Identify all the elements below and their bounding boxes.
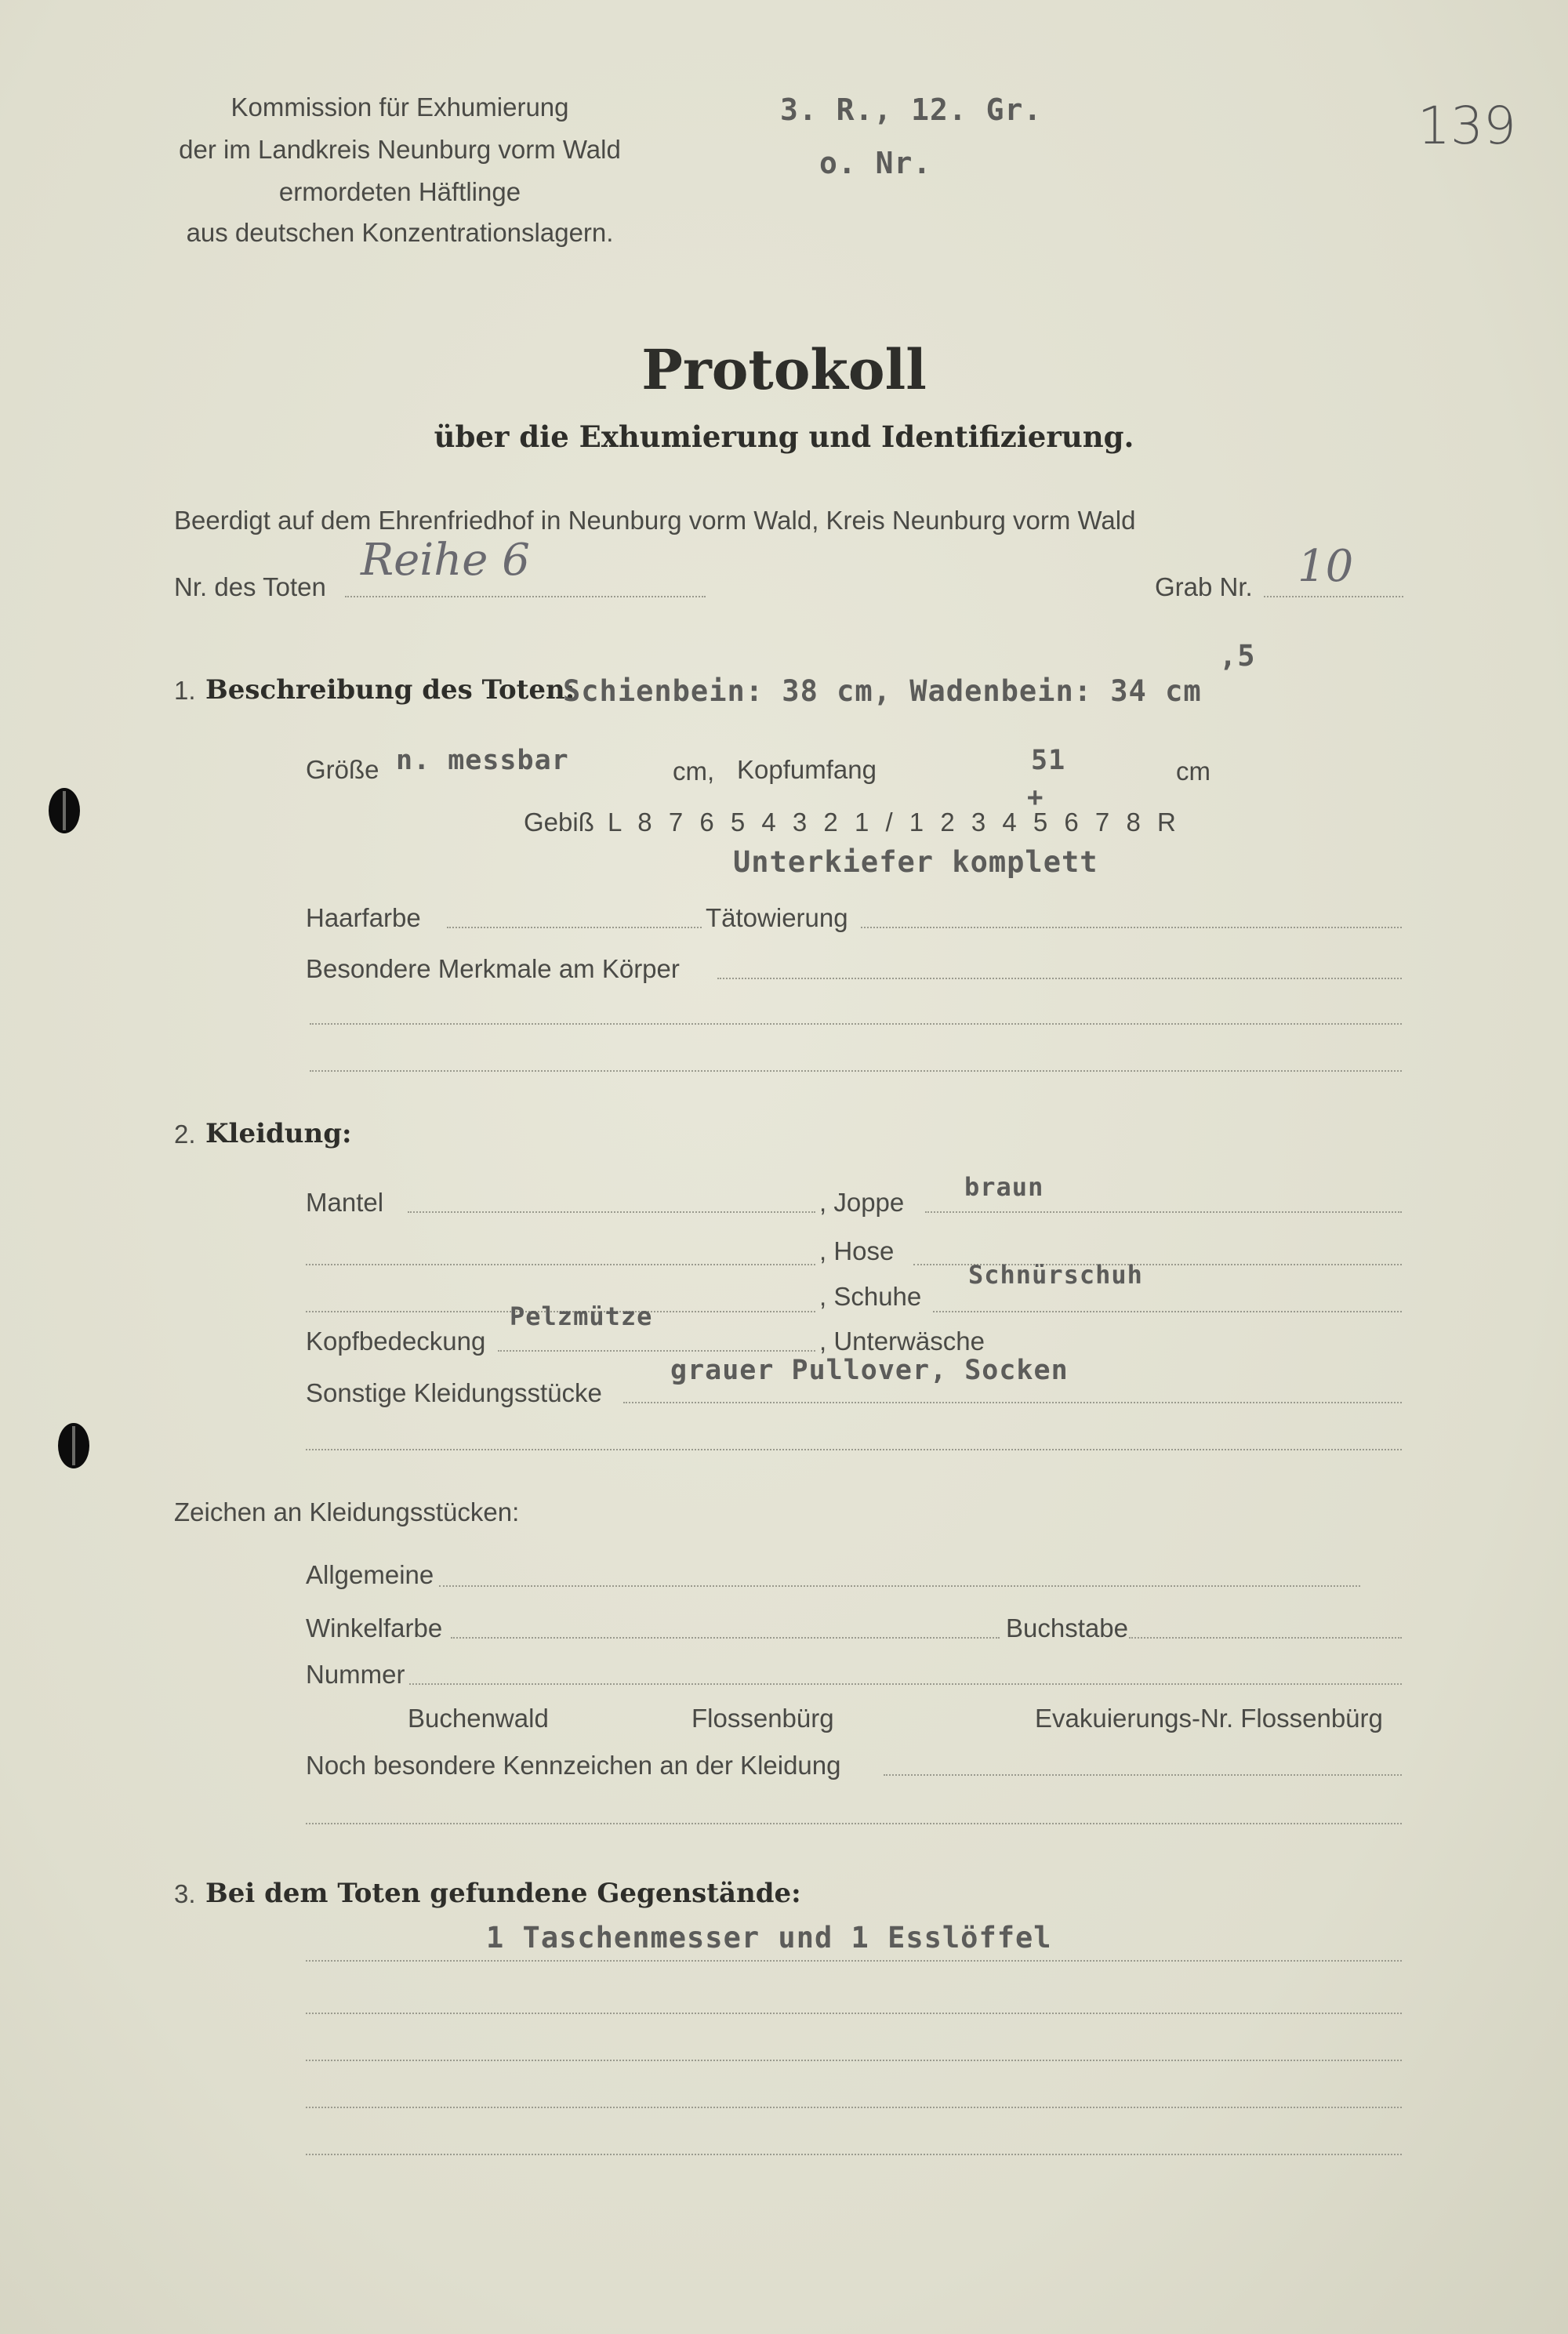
buchenwald-label: Buchenwald bbox=[408, 1704, 549, 1733]
merkmale-label: Besondere Merkmale am Körper bbox=[306, 954, 680, 983]
noch-label: Noch besondere Kennzeichen an der Kleidung bbox=[306, 1751, 841, 1780]
unterwaesche-label: , Unterwäsche bbox=[819, 1327, 985, 1356]
sonstige-line-2 bbox=[306, 1449, 1402, 1450]
stamp-line-1: 3. R., 12. Gr. bbox=[780, 93, 1043, 127]
section3-line-2 bbox=[306, 2013, 1402, 2014]
taetowierung-label: Tätowierung bbox=[706, 903, 848, 932]
commission-line-2: der im Landkreis Neunburg vorm Wald bbox=[179, 135, 621, 164]
sonstige-label: Sonstige Kleidungsstücke bbox=[306, 1378, 602, 1407]
punch-hole-lower bbox=[58, 1423, 89, 1468]
commission-line-4: aus deutschen Konzentrationslagern. bbox=[186, 218, 614, 247]
winkelfarbe-line bbox=[451, 1637, 1000, 1639]
groesse-label: Größe bbox=[306, 755, 379, 784]
grab-nr-label: Grab Nr. bbox=[1155, 572, 1253, 601]
section1-typed-superscript: ,5 bbox=[1219, 639, 1256, 673]
section3-heading: Bei dem Toten gefundene Gegenstände: bbox=[205, 1878, 801, 1909]
commission-line-3: ermordeten Häftlinge bbox=[278, 177, 521, 206]
nr-des-toten-value: Reihe 6 bbox=[361, 535, 530, 586]
section2-heading: Kleidung: bbox=[205, 1118, 352, 1149]
gebiss-row: L 8 7 6 5 4 3 2 1 / 1 2 3 4 5 6 7 8 R bbox=[608, 808, 1181, 837]
grab-nr-line bbox=[1264, 596, 1403, 597]
merkmale-line-1 bbox=[717, 978, 1402, 979]
hose-label: , Hose bbox=[819, 1236, 895, 1265]
gebiss-label: Gebiß bbox=[524, 808, 594, 837]
schuhe-value: Schnürschuh bbox=[968, 1260, 1143, 1290]
mantel-line bbox=[408, 1211, 815, 1213]
grab-nr-value: 10 bbox=[1298, 541, 1354, 592]
gebiss-note: Unterkiefer komplett bbox=[733, 845, 1098, 879]
buchstabe-label: Buchstabe bbox=[1006, 1613, 1128, 1643]
sonstige-value: grauer Pullover, Socken bbox=[670, 1355, 1069, 1386]
schuhe-label: , Schuhe bbox=[819, 1282, 922, 1311]
groesse-value: n. messbar bbox=[396, 745, 569, 776]
flossenbuerg-label: Flossenbürg bbox=[691, 1704, 834, 1733]
kopfumfang-value: 51 bbox=[1031, 745, 1066, 776]
nr-des-toten-label: Nr. des Toten bbox=[174, 572, 326, 601]
nummer-line bbox=[409, 1683, 1402, 1685]
noch-line-2 bbox=[306, 1823, 1402, 1824]
section3-line-3 bbox=[306, 2060, 1402, 2061]
joppe-line bbox=[925, 1211, 1402, 1213]
section2-number: 2. bbox=[174, 1120, 196, 1149]
commission-line-1: Kommission für Exhumierung bbox=[230, 93, 569, 122]
mantel-label: Mantel bbox=[306, 1188, 384, 1217]
document-title: Protokoll bbox=[641, 337, 927, 402]
allgemeine-line bbox=[439, 1585, 1360, 1587]
burial-text: Beerdigt auf dem Ehrenfriedhof in Neunburg vorm Wald, Kreis Neunburg vorm Wald bbox=[174, 506, 1136, 535]
allgemeine-label: Allgemeine bbox=[306, 1560, 434, 1589]
page-number: 139 bbox=[1417, 96, 1516, 156]
kopfbedeckung-label: Kopfbedeckung bbox=[306, 1327, 486, 1356]
taetowierung-line bbox=[861, 927, 1402, 928]
haarfarbe-label: Haarfarbe bbox=[306, 903, 421, 932]
section1-heading: Beschreibung des Toten: bbox=[205, 674, 575, 706]
kopfbedeckung-value: Pelzmütze bbox=[510, 1301, 653, 1331]
gebiss-mark: + bbox=[1027, 782, 1044, 813]
merkmale-line-2 bbox=[310, 1023, 1402, 1025]
hose-left-line bbox=[306, 1264, 815, 1265]
document-subtitle: über die Exhumierung und Identifizierung. bbox=[434, 419, 1134, 454]
haarfarbe-line bbox=[447, 927, 702, 928]
merkmale-line-3 bbox=[310, 1070, 1402, 1072]
punch-hole-upper bbox=[49, 788, 80, 833]
section3-number: 3. bbox=[174, 1879, 196, 1908]
nummer-label: Nummer bbox=[306, 1660, 405, 1689]
joppe-value: braun bbox=[964, 1172, 1044, 1202]
noch-line-1 bbox=[884, 1774, 1402, 1776]
sonstige-line bbox=[623, 1402, 1402, 1403]
cm-label-1: cm, bbox=[673, 757, 715, 786]
nr-des-toten-line bbox=[345, 596, 706, 597]
cm-label-2: cm bbox=[1176, 757, 1210, 786]
section3-value: 1 Taschenmesser und 1 Esslöffel bbox=[486, 1921, 1052, 1955]
kopfumfang-label: Kopfumfang bbox=[737, 755, 877, 784]
zeichen-heading: Zeichen an Kleidungsstücken: bbox=[174, 1497, 520, 1526]
section3-line-1 bbox=[306, 1960, 1402, 1962]
schuhe-line bbox=[933, 1311, 1402, 1312]
section1-number: 1. bbox=[174, 676, 196, 705]
evakuierung-label: Evakuierungs-Nr. Flossenbürg bbox=[1035, 1704, 1383, 1733]
kopfbedeckung-line bbox=[498, 1350, 815, 1352]
stamp-line-2: o. Nr. bbox=[819, 146, 932, 180]
section3-line-4 bbox=[306, 2107, 1402, 2108]
buchstabe-line bbox=[1129, 1637, 1402, 1639]
winkelfarbe-label: Winkelfarbe bbox=[306, 1613, 443, 1643]
section3-line-5 bbox=[306, 2154, 1402, 2155]
joppe-label: , Joppe bbox=[819, 1188, 905, 1217]
section1-typed: Schienbein: 38 cm, Wadenbein: 34 cm bbox=[563, 674, 1202, 708]
